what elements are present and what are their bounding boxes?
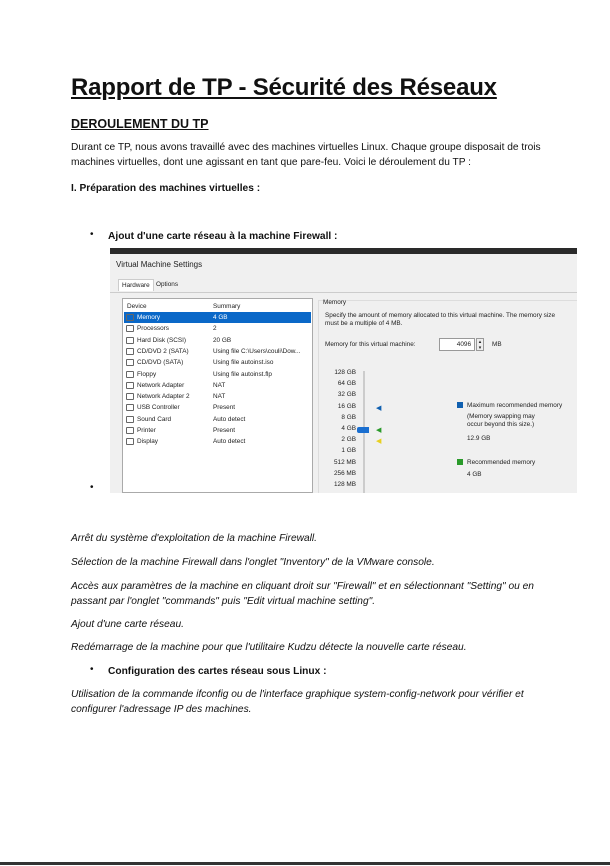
usb-icon [126,404,134,411]
max-marker-icon: ◀ [376,405,382,412]
vm-settings-screenshot [110,248,577,493]
host-menu-bar [110,248,577,254]
scale-tick: 128 MB [333,481,356,488]
page-bottom-border [0,862,610,865]
device-summary: 2 [213,325,217,333]
printer-icon [126,427,134,434]
network-icon [126,393,134,400]
memory-icon [126,314,134,321]
step-3: Accès aux paramètres de la machine en cliquant droit sur "Firewall" et en sélectionnant "Setting" ou en passant par l'onglet "commands" puis "Edit virtual machine setting". [71,581,534,607]
device-summary: Present [213,404,236,412]
cpu-icon [126,325,134,332]
max-legend-icon [457,402,463,408]
memory-unit: MB [492,341,502,348]
device-summary: Using file C:\Users\couli\Dow... [213,347,301,355]
device-name: USB Controller [137,404,180,412]
scale-tick: 512 MB [333,458,356,466]
device-name: CD/DVD 2 (SATA) [137,347,189,355]
cd-icon [126,348,134,355]
scale-tick: 64 GB [337,380,356,388]
step-5: Redémarrage de la machine pour que l'utilitaire Kudzu détecte la nouvelle carte réseau. [71,642,467,653]
device-summary: 4 GB [213,314,228,321]
memory-label: Memory for this virtual machine: [325,341,416,348]
memory-input[interactable]: 4096 [439,338,475,351]
device-row[interactable] [124,312,311,323]
bullet-marker: • [90,482,94,493]
device-row[interactable] [124,402,311,413]
bullet-marker: • [90,229,94,240]
device-name: Printer [137,427,156,434]
device-summary: Auto detect [213,438,246,446]
scale-tick: 256 MB [333,469,356,477]
rec-legend-icon [457,459,463,465]
device-row[interactable] [124,391,311,402]
disk-icon [126,337,134,344]
network-icon [126,382,134,389]
recommended-marker-icon: ◀ [376,427,382,434]
intro-paragraph: Durant ce TP, nous avons travaillé avec des machines virtuelles Linux. Chaque groupe disposait de trois machines virtuelles, dont une agissant en tant que pare-feu. Voici le déroulement du TP : [71,142,541,168]
device-summary: Present [213,427,236,434]
max-label: Maximum recommended memory [467,402,563,409]
device-summary: NAT [213,393,226,401]
device-name: CD/DVD (SATA) [137,359,184,367]
final-paragraph: Utilisation de la commande ifconfig ou de l'interface graphique system-config-network pour vérifier et configurer l'adressage IP des machines. [71,689,524,715]
device-summary: Using file autoinst.flp [213,370,272,378]
step-2: Sélection de la machine Firewall dans l'onglet "Inventory" de la VMware console. [71,557,435,568]
device-row[interactable] [124,357,311,368]
device-row[interactable] [124,323,311,334]
device-name: Sound Card [137,415,172,423]
bullet-marker: • [90,664,94,675]
min-marker-icon: ◀ [376,438,382,445]
device-row[interactable] [124,346,311,357]
step-4: Ajout d'une carte réseau. [71,619,184,630]
device-name: Floppy [137,370,157,378]
memory-description: Specify the amount of memory allocated to this virtual machine. The memory size must be a multiple of 4 MB. [325,312,556,327]
rec-value: 4 GB [467,471,482,478]
column-device: Device [127,303,147,310]
device-row[interactable] [124,414,311,425]
memory-group-label: Memory [323,299,347,306]
tab-bar [110,277,577,293]
device-summary: 20 GB [213,336,232,344]
bullet-linux-config: Configuration des cartes réseau sous Linux : [108,666,327,677]
scale-tick: 2 GB [341,436,356,444]
device-list [122,298,313,493]
device-row[interactable] [124,380,311,391]
device-row[interactable] [124,436,311,447]
max-value: 12.9 GB [467,435,491,442]
device-row[interactable] [124,425,311,436]
device-name: Display [137,438,158,446]
page-title: Rapport de TP - Sécurité des Réseaux [71,74,497,101]
device-row[interactable] [124,369,311,380]
scale-tick: 16 GB [337,402,356,410]
device-summary: Using file autoinst.iso [213,359,274,367]
device-row[interactable] [124,335,311,346]
scale-tick: 4 GB [341,425,356,432]
bullet-add-nic: Ajout d'une carte réseau à la machine Firewall : [108,231,338,242]
memory-stepper[interactable]: ▴ ▾ [476,338,484,351]
display-icon [126,438,134,445]
device-name: Processors [137,325,169,333]
tab-hardware[interactable]: Hardware [118,279,154,291]
memory-panel [318,300,577,493]
section-heading: DEROULEMENT DU TP [71,117,209,131]
window-title: Virtual Machine Settings [116,260,203,269]
memory-slider-thumb[interactable] [357,427,369,433]
scale-tick: 1 GB [341,447,356,455]
floppy-icon [126,371,134,378]
step-1: Arrêt du système d'exploitation de la machine Firewall. [71,533,317,544]
rec-label: Recommended memory [467,459,536,466]
scale-tick: 8 GB [341,413,356,421]
device-name: Network Adapter 2 [137,393,190,401]
device-summary: NAT [213,381,226,389]
sound-icon [126,416,134,423]
device-name: Network Adapter [137,381,185,389]
device-name: Memory [137,314,161,321]
scale-tick: 128 GB [334,369,356,376]
scale-tick: 32 GB [337,391,356,399]
device-summary: Auto detect [213,415,246,423]
device-name: Hard Disk (SCSI) [137,336,187,344]
cd-icon [126,359,134,366]
tab-options[interactable]: Options [156,281,179,288]
max-note: (Memory swapping may occur beyond this size.) [467,413,535,428]
part-heading: I. Préparation des machines virtuelles : [71,183,261,194]
list-header [124,301,311,312]
column-summary: Summary [213,303,241,310]
